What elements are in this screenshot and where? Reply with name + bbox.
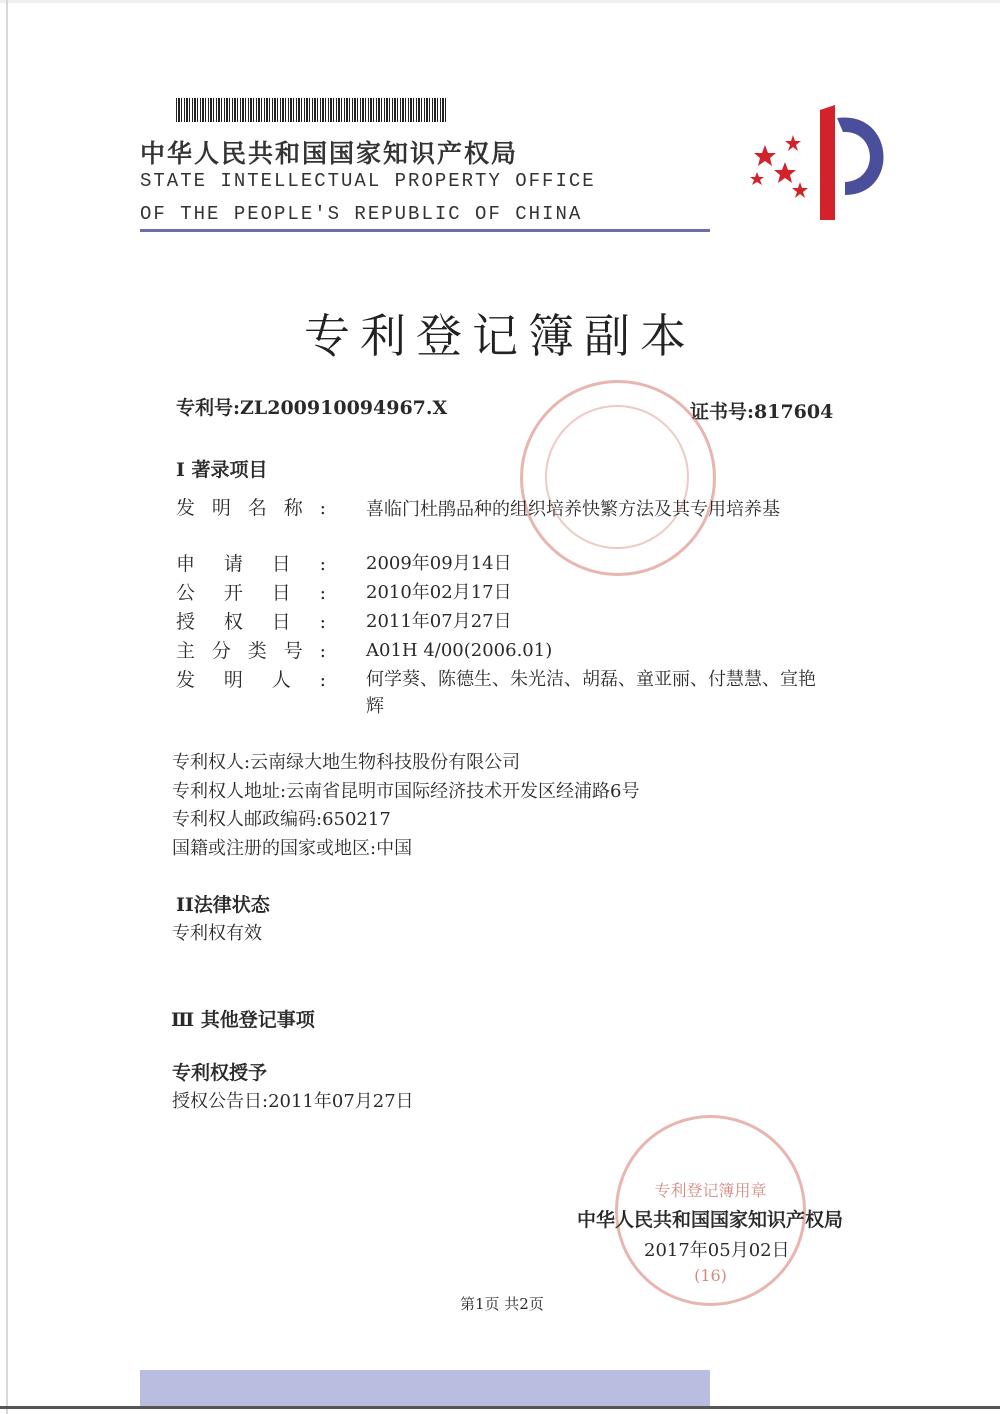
value-publication-date: 2010年02月17日 <box>366 582 512 603</box>
grant-announcement-date: 授权公告日:2011年07月27日 <box>172 1091 414 1112</box>
seal-text: 专利登记簿用章 <box>654 1181 767 1200</box>
value-grant-date: 2011年07月27日 <box>366 611 512 632</box>
section-bibliographic-heading: I 著录项目 <box>176 459 268 481</box>
patentee-address: 专利权人地址:云南省昆明市国际经济技术开发区经浦路6号 <box>172 781 640 802</box>
page-number: 第1页 共2页 <box>460 1295 544 1313</box>
legal-status-value: 专利权有效 <box>172 923 262 944</box>
label-filing-date: 申请日: <box>176 553 326 575</box>
patentee: 专利权人:云南绿大地生物科技股份有限公司 <box>172 752 521 773</box>
office-name-cn: 中华人民共和国国家知识产权局 <box>140 139 519 168</box>
seal-number: (16) <box>694 1266 727 1285</box>
label-grant-date: 授权日: <box>176 611 326 633</box>
document-title: 专利登记簿副本 <box>304 309 696 363</box>
label-publication-date: 公开日: <box>176 582 326 604</box>
certificate-number: 证书号:817604 <box>690 401 834 423</box>
office-name-en-line1: STATE INTELLECTUAL PROPERTY OFFICE <box>140 170 596 192</box>
patent-grant-subheading: 专利权授予 <box>172 1062 268 1084</box>
office-name-en-line2: OF THE PEOPLE'S REPUBLIC OF CHINA <box>140 203 583 225</box>
value-filing-date: 2009年09月14日 <box>366 553 512 574</box>
section-other-items-heading: Ⅲ 其他登记事项 <box>171 1009 315 1031</box>
patent-number: 专利号:ZL200910094967.X <box>176 397 448 419</box>
value-inventors: 何学葵、陈德生、朱光洁、胡磊、童亚丽、付慧慧、宣艳辉 <box>366 669 816 717</box>
value-invention-title: 喜临门杜鹃品种的组织培养快繁方法及其专用培养基 <box>366 499 780 520</box>
issue-date: 2017年05月02日 <box>644 1240 790 1261</box>
footer-bar <box>140 1370 710 1406</box>
page-top-edge <box>0 0 1000 3</box>
section-legal-status-heading: II法律状态 <box>176 894 270 916</box>
patentee-postcode: 专利权人邮政编码:650217 <box>172 809 391 830</box>
issuing-authority: 中华人民共和国国家知识产权局 <box>577 1209 844 1231</box>
label-inventors: 发明人: <box>176 669 326 691</box>
page-left-edge <box>6 0 8 1414</box>
patentee-country: 国籍或注册的国家或地区:中国 <box>172 838 413 859</box>
label-invention-title: 发明名称: <box>176 497 326 519</box>
label-main-classification: 主分类号: <box>176 640 326 662</box>
footer-rule <box>0 1406 1000 1409</box>
official-seal-top <box>520 380 716 576</box>
value-main-classification: A01H 4/00(2006.01) <box>366 640 553 661</box>
barcode <box>176 98 446 122</box>
sipo-logo-icon <box>745 100 895 230</box>
header-rule <box>140 229 710 232</box>
